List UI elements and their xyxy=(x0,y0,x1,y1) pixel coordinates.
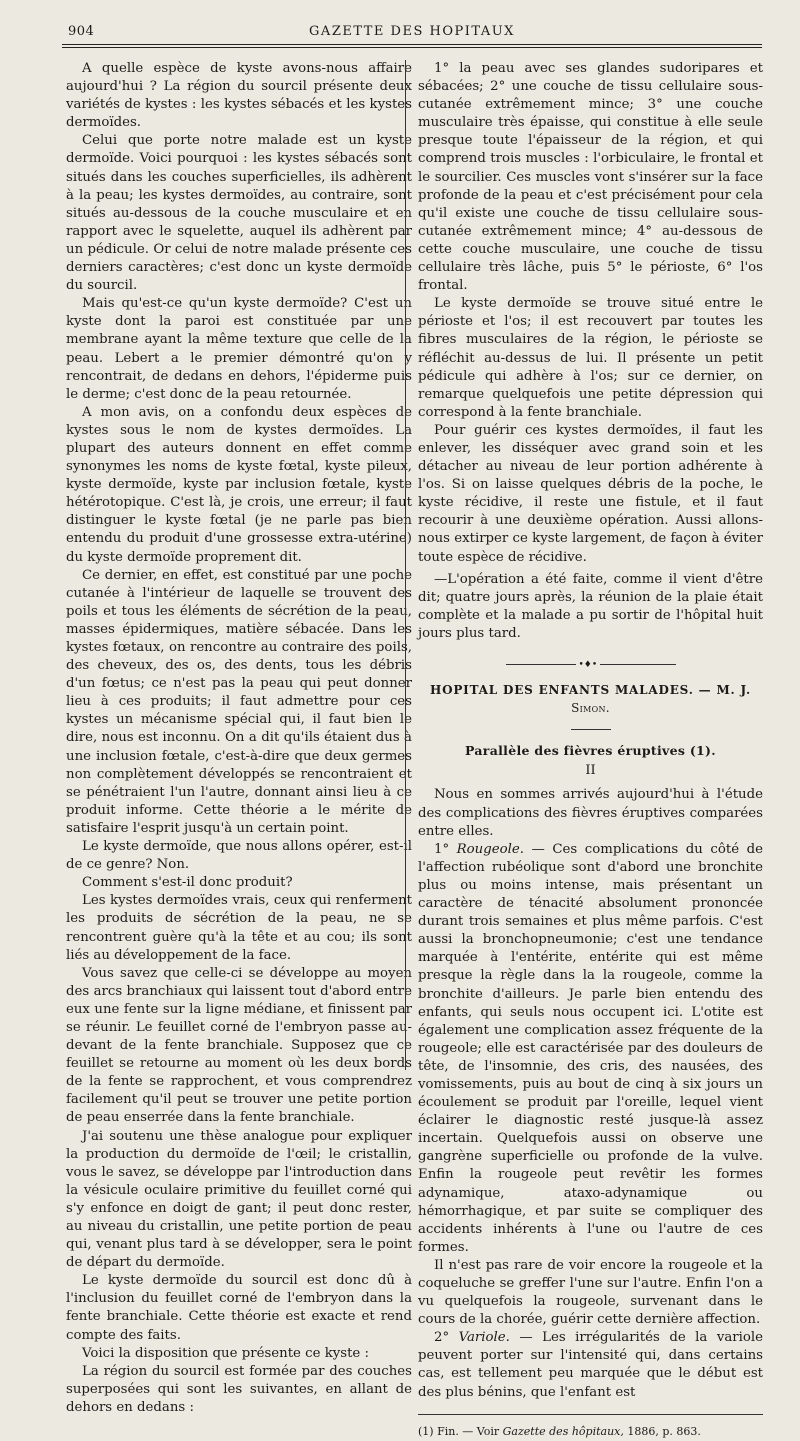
paragraph: Celui que porte notre malade est un kyste dermoïde. Voici pourquoi : les kystes sébacés sont situés dans les couches superficielles, ils adhèrent à la peau; les kystes dermoïdes, au contraire, sont situés au-dessous de la couche musculaire et en rapport avec le squelette, auquel ils adhèrent par un pédicule. Or celui de notre malade présente ces derniers caractères; c'est donc un kyste dermoïde du sourcil. xyxy=(66,133,412,294)
short-rule xyxy=(571,729,611,730)
left-column xyxy=(66,60,412,1417)
variole-heading: Variole. xyxy=(458,1330,510,1346)
article-subtitle: Parallèle des fièvres éruptives (1). xyxy=(465,743,716,759)
paragraph-rougeole: 1° Rougeole. — Ces complications du côté de l'affection rubéolique sont d'abord une bronchite plus ou moins intense, mais présentant un caractère de ténacité absolument prononcée durant trois semaines et plus même parfois. C'est aussi la bronchopneumonie; c'est une tendance marquée à l'entérite, entérite qui est même presque la règle dans la la rougeole, comme la bronchite d'ailleurs. Je parle bien entendu des enfants, qui seuls nous occupent ici. L'otite est également une complication assez fréquente de la rougeole; elle est caractérisée par des douleurs de tête, de l'insomnie, des cris, des nausées, des vomissements, puis au bout de cinq à six jours un écoulement se produit par l'oreille, lequel vient éclairer le diagnostic resté jusque-là assez incertain. Quelquefois aussi on observe une gangrène superficielle ou profonde de la vulve. Enfin la rougeole peut revêtir les formes adynamique, ataxo-adynamique ou hémorrhagique, et par suite se compliquer des accidents inhérents à l'une ou l'autre de ces formes. xyxy=(418,841,763,1255)
paragraph: J'ai soutenu une thèse analogue pour expliquer la production du dermoïde de l'œil; le cristallin, vous le savez, se développe par l'introduction dans la vésicule oculaire primitive du feuillet corné qui s'y enfonce en doigt de gant; il peut donc rester, au niveau du cristallin, une petite portion de peau qui, venant plus tard à se développer, sera le point de départ du dermoïde. xyxy=(66,1128,412,1271)
page-header xyxy=(62,22,762,42)
footnote: (1) Fin. — Voir Gazette des hôpitaux, 1886, p. 863. xyxy=(418,1424,701,1438)
paragraph-variole: 2° Variole. — Les irrégularités de la variole peuvent porter sur l'intensité qui, dans certains cas, est tellement peu marquée que le début est des plus bénins, que l'enfant est xyxy=(418,1330,763,1400)
footnote-rule xyxy=(418,1414,763,1415)
section-heading: HOPITAL DES ENFANTS MALADES. — M. J. Simon. xyxy=(429,683,752,716)
paragraph: 1° la peau avec ses glandes sudoripares et sébacées; 2° une couche de tissu cellulaire sous-cutanée extrêmement mince; 3° une couche musculaire très épaisse, qui constitue à elle seule presque toute l'épaisseur de la région, et qui comprend trois muscles : l'orbiculaire, le frontal et le sourcilier. Ces muscles vont s'insérer sur la face profonde de la peau et c'est précisément pour cela qu'il existe une couche de tissu cellulaire sous-cutanée extrêmement mince; 4° au-dessous de cette couche musculaire, une couche de tissu cellulaire très lâche, puis 5° le périoste, 6° l'os frontal. xyxy=(418,61,763,294)
paragraph: Vous savez que celle-ci se développe au moyen des arcs branchiaux qui laissent tout d'abord entre eux une fente sur la ligne médiane, et finissent par se réunir. Le feuillet corné de l'embryon passe au-devant de la fente branchiale. Supposez que ce feuillet se retourne au moment où les deux bords de la fente se rapprochent, et vous comprendrez facilement qu'il peut se trouver une petite portion de peau enserrée dans la fente branchiale. xyxy=(66,965,412,1126)
column-divider xyxy=(405,60,406,1070)
paragraph: Mais qu'est-ce qu'un kyste dermoïde? C'est un kyste dont la paroi est constituée par une membrane ayant la même texture que celle de la peau. Lebert a le premier démontré qu'on y rencontrait, de dedans en dehors, l'épiderme puis le derme; c'est donc de la peau retournée. xyxy=(66,296,412,402)
paragraph: Comment s'est-il donc produit? xyxy=(82,875,293,891)
header-rule xyxy=(62,44,762,45)
paragraph: Il n'est pas rare de voir encore la rougeole et la coqueluche se greffer l'une sur l'autre. Enfin l'on a vu quelquefois la rougeole, survenant dans le cours de la chorée, guérir cette dernière affection. xyxy=(418,1257,763,1328)
header-rule-double xyxy=(62,47,762,48)
rougeole-heading: Rougeole. xyxy=(456,841,524,857)
page-number: 904 xyxy=(68,24,95,39)
journal-title: GAZETTE DES HOPITAUX xyxy=(309,24,515,39)
paragraph: La région du sourcil est formée par des couches superposées qui sont les suivantes, en allant de dehors en dedans : xyxy=(66,1363,412,1415)
ornamental-rule xyxy=(418,653,763,671)
paragraph: A quelle espèce de kyste avons-nous affaire aujourd'hui ? La région du sourcil présente deux variétés de kystes : les kystes sébacés et les kystes dermoïdes. xyxy=(66,61,412,131)
part-number: II xyxy=(585,763,596,779)
paragraph: Les kystes dermoïdes vrais, ceux qui renferment les produits de sécrétion de la peau, ne se rencontrent guère qu'à la tête et au cou; ils sont liés au développement de la face. xyxy=(66,893,412,963)
paragraph: Le kyste dermoïde, que nous allons opérer, est-il de ce genre? Non. xyxy=(66,839,412,873)
paragraph: Nous en sommes arrivés aujourd'hui à l'étude des complications des fièvres éruptives comparées entre elles. xyxy=(418,787,763,839)
paragraph: Le kyste dermoïde du sourcil est donc dû à l'inclusion du feuillet corné de l'embryon dans la fente branchiale. Cette théorie est exacte et rend compte des faits. xyxy=(66,1273,412,1343)
paragraph: Pour guérir ces kystes dermoïdes, il faut les enlever, les disséquer avec grand soin et les détacher au niveau de leur portion adhérente à l'os. Si on laisse quelques débris de la poche, le kyste récidive, il reste une fistule, et il faut recourir à une deuxième opération. Aussi allons-nous extirper ce kyste largement, de façon à éviter toute espèce de récidive. xyxy=(418,422,763,565)
paragraph: Voici la disposition que présente ce kyste : xyxy=(82,1345,370,1361)
section-author: Simon. xyxy=(571,701,610,716)
paragraph: —L'opération a été faite, comme il vient d'être dit; quatre jours après, la réunion de la plaie était complète et la malade a pu sortir de l'hôpital huit jours plus tard. xyxy=(418,571,763,641)
paragraph: A mon avis, on a confondu deux espèces de kystes sous le nom de kystes dermoïdes. La plupart des auteurs donnent en effet comme synonymes les noms de kyste fœtal, kyste pileux, kyste dermoïde, kyste par inclusion fœtale, kyste hétérotopique. C'est là, je crois, une erreur; il faut distinguer le kyste fœtal (je ne parle pas bien entendu du produit d'une grossesse extra-utérine) du kyste dermoïde proprement dit. xyxy=(66,404,412,565)
paragraph: Ce dernier, en effet, est constitué par une poche cutanée à l'intérieur de laquelle se trouvent des poils et tous les éléments de sécrétion de la peau, masses épidermiques, matière sébacée. Dans les kystes fœtaux, on rencontre au contraire des poils, des cheveux, des os, des dents, tous les débris d'un fœtus; ce n'est pas la peau qui peut donner lieu à ces produits; il faut admettre pour ces kystes un mécanisme spécial qui, il faut bien le dire, nous est inconnu. On a dit qu'ils étaient dus à une inclusion fœtale, c'est-à-dire que deux germes non complètement développés se rencontraient et se pénétraient l'un l'autre, donnant ainsi lieu à ce produit informe. Cette théorie a le mérite de satisfaire l'esprit jusqu'à un certain point. xyxy=(66,567,412,836)
paragraph: Le kyste dermoïde se trouve situé entre le périoste et l'os; il est recouvert par toutes les fibres musculaires de la région, le périoste se réfléchit au-dessus de lui. Il présente un petit pédicule qui adhère à l'os; sur ce dernier, on remarque quelquefois une petite dépression qui correspond à la fente branchiale. xyxy=(418,296,763,420)
right-column xyxy=(418,60,763,1441)
